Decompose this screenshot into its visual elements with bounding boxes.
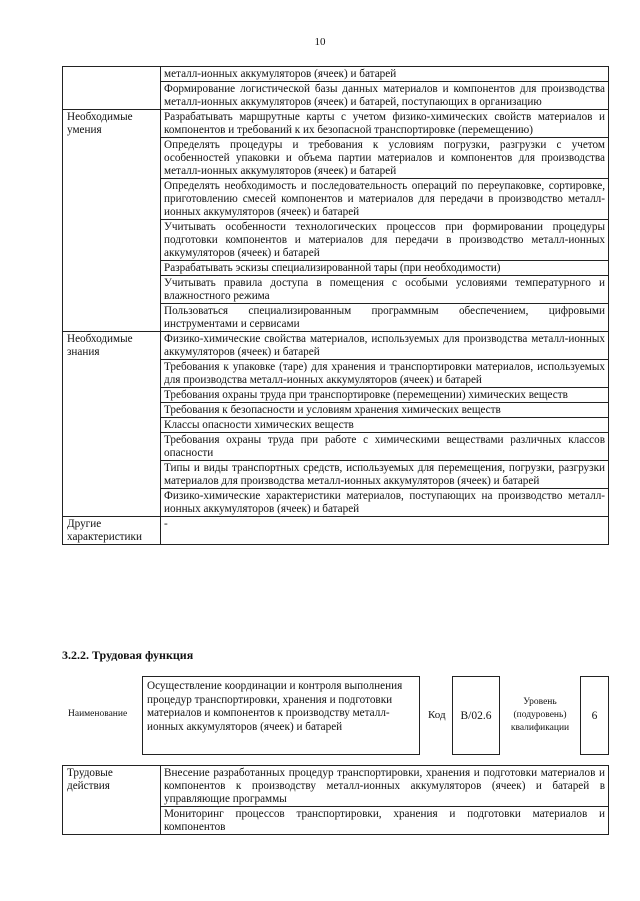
table-cell: Требования охраны труда при работе с химическими веществами различных классов опасности: [161, 433, 609, 461]
level-box: 6: [580, 676, 609, 755]
table-cell: Разрабатывать эскизы специализированной тары (при необходимости): [161, 261, 609, 276]
code-label: Код: [428, 709, 446, 721]
level-label: Уровень (подуровень) квалификации: [510, 697, 570, 733]
table-row: [63, 110, 609, 138]
table-cell: Типы и виды транспортных средств, используемых для перемещения, погрузки, разгрузки материалов для производства металл-ионных аккумуляторов (ячеек) и батарей: [161, 461, 609, 489]
table-cell: Требования к безопасности и условиям хранения химических веществ: [161, 403, 609, 418]
table-cell: Пользоваться специализированным программным обеспечением, цифровыми инструментами и сервисами: [161, 304, 609, 332]
table-cell: Классы опасности химических веществ: [161, 418, 609, 433]
function-name-box: Осуществление координации и контроля выполнения процедур транспортировки, хранения и подготовки материалов и компонентов к производству металл-ионных аккумуляторов (ячеек) и батарей: [142, 676, 420, 755]
name-label: Наименование: [68, 709, 128, 719]
table-cell: Определять процедуры и требования к условиям погрузки, разгрузки с учетом особенностей упаковки и объема партии материалов и компонентов для производства металл-ионных аккумуляторов (ячеек) и батарей: [161, 138, 609, 179]
page-number: 10: [314, 36, 326, 48]
table-row: [63, 332, 609, 360]
table-cell: Учитывать особенности технологических процессов при формировании процедуры подготовки компонентов и материалов для передачи в производство металл-ионных аккумуляторов (ячеек) и батарей: [161, 220, 609, 261]
knowledge-label: Необходимые знания: [63, 332, 161, 517]
code-box: B/02.6: [452, 676, 500, 755]
other-value: -: [161, 517, 609, 545]
skills-label: Необходимые умения: [63, 110, 161, 332]
requirements-table: [62, 66, 609, 545]
function-header: [62, 676, 609, 756]
table-cell: Внесение разработанных процедур транспортировки, хранения и подготовки материалов и компонентов к производству металл-ионных аккумуляторов (ячеек) и батарей в управляющие программы: [161, 766, 609, 807]
table-cell: Мониторинг процессов транспортировки, хранения и подготовки материалов и компонентов: [161, 807, 609, 835]
section-heading: 3.2.2. Трудовая функция: [62, 648, 194, 662]
table-row: [63, 67, 609, 82]
table-cell: Требования к упаковке (таре) для хранения и транспортировки материалов, используемых для производства металл-ионных аккумуляторов (ячеек) и батарей: [161, 360, 609, 388]
table-cell: Физико-химические характеристики материалов, поступающих на производство металл-ионных аккумуляторов (ячеек) и батарей: [161, 489, 609, 517]
labor-actions-label: Трудовые действия: [63, 766, 161, 835]
table-cell: Требования охраны труда при транспортировке (перемещении) химических веществ: [161, 388, 609, 403]
table-cell: Физико-химические свойства материалов, используемых для производства металл-ионных аккумуляторов (ячеек) и батарей: [161, 332, 609, 360]
table-row: [63, 517, 609, 545]
table-cell: металл-ионных аккумуляторов (ячеек) и батарей: [161, 67, 609, 82]
table-row: [63, 766, 609, 807]
other-label: Другие характеристики: [63, 517, 161, 545]
labor-actions-table: [62, 765, 609, 835]
table-cell: Формирование логистической базы данных материалов и компонентов для производства металл-ионных аккумуляторов (ячеек) и батарей, поступающих в организацию: [161, 82, 609, 110]
table-cell: Учитывать правила доступа в помещения с особыми условиями температурного и влажностного режима: [161, 276, 609, 304]
table-cell: Определять необходимость и последовательность операций по переупаковке, сортировке, приготовлению смесей компонентов и материалов для передачи в производство металл-ионных аккумуляторов (ячеек) и батарей: [161, 179, 609, 220]
empty-label-cell: [63, 67, 161, 110]
table-cell: Разрабатывать маршрутные карты с учетом физико-химических свойств материалов и компонентов и требований к их безопасной транспортировке (перемещению): [161, 110, 609, 138]
